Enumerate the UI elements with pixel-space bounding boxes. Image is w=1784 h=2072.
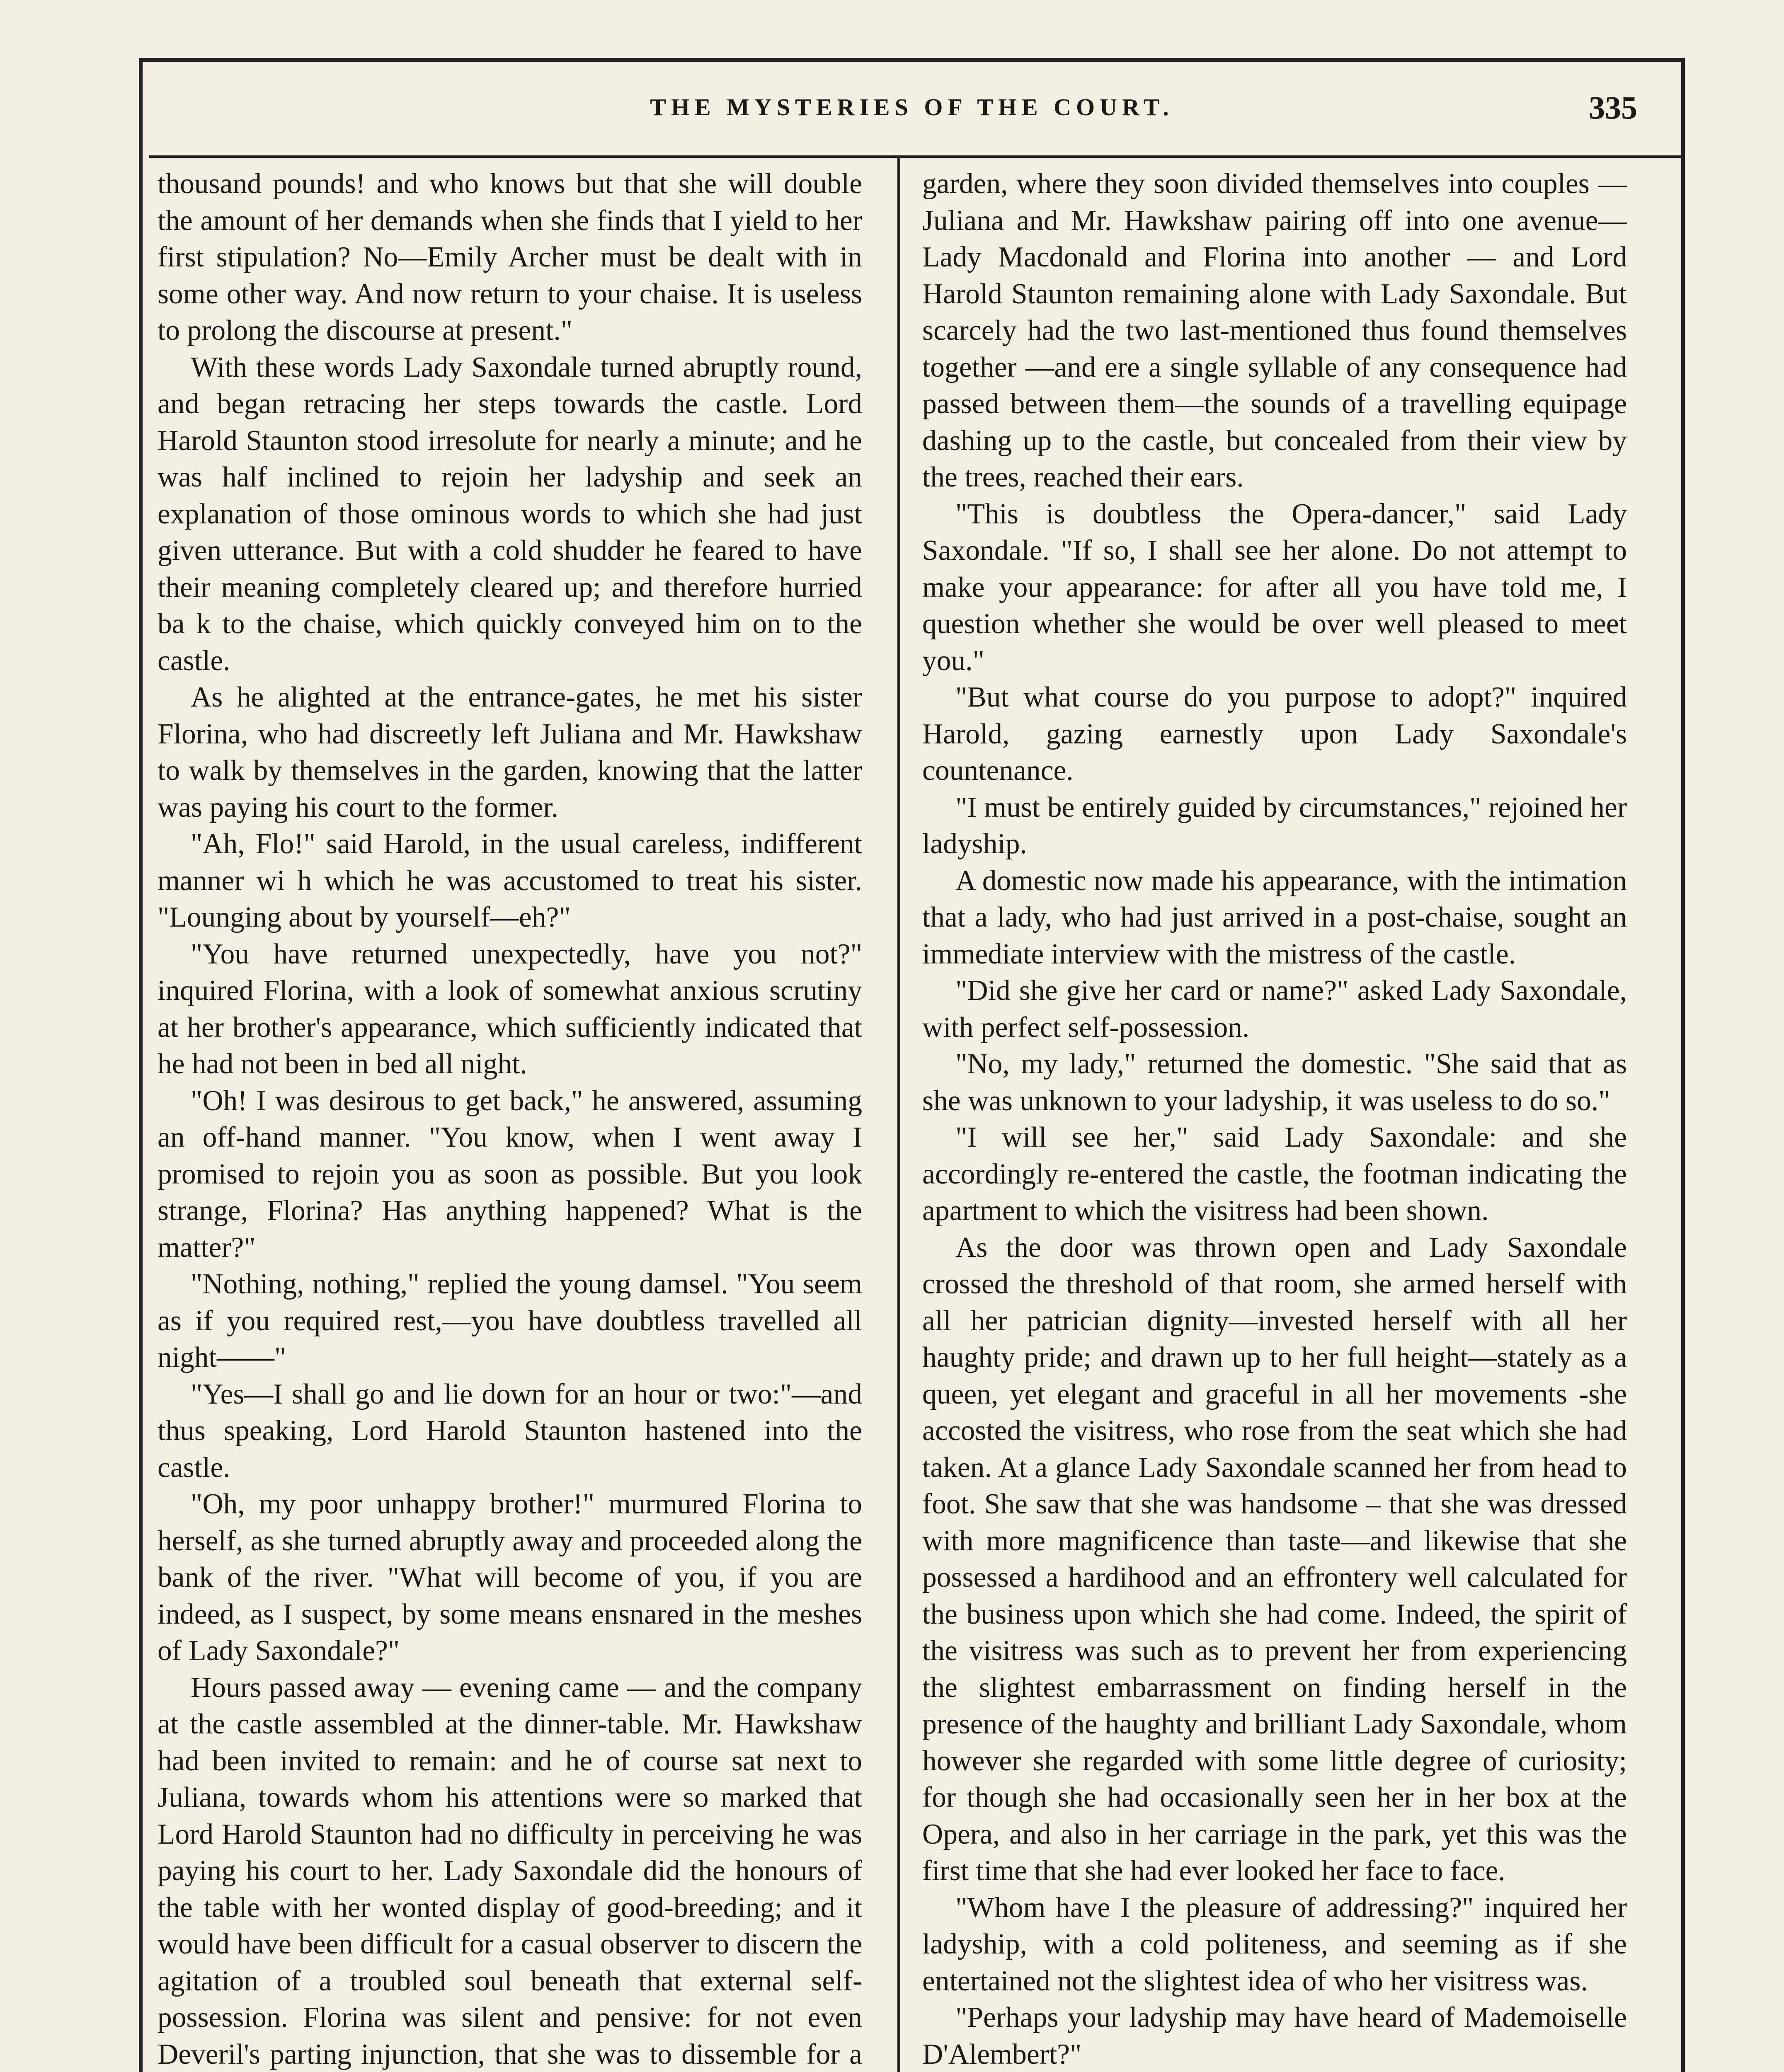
paragraph: thousand pounds! and who knows but that she will double the amount of her demands when she finds that I yield to her first stipulation? No—Emily Archer must be dealt with in some other way. And now return to your chaise. It is useless to prolong the discourse at present." xyxy=(158,168,862,346)
paragraph: "Nothing, nothing," replied the young damsel. "You seem as if you required rest,—you have doubtless travelled all night——" xyxy=(158,1268,862,1373)
paragraph: "Oh! I was desirous to get back," he answered, assuming an off-hand manner. "You know, when I went away I promised to rejoin you as soon as possible. But you look strange, Florina? Has anything happened? What is the matter?" xyxy=(158,1084,862,1264)
paragraph: As he alighted at the entrance-gates, he met his sister Florina, who had discreetly left Juliana and Mr. Hawkshaw to walk by themselves in the garden, knowing that the latter was paying his court to the former. xyxy=(158,681,862,823)
paragraph: "I must be entirely guided by circumstances," rejoined her ladyship. xyxy=(922,791,1627,860)
right-column xyxy=(922,166,1627,2072)
page-header xyxy=(141,90,1683,147)
paragraph: "No, my lady," returned the domestic. "She said that as she was unknown to your ladyship, it was useless to do so." xyxy=(922,1048,1627,1117)
paragraph: "Did she give her card or name?" asked Lady Saxondale, with perfect self-possession. xyxy=(922,975,1627,1043)
paragraph: "I will see her," said Lady Saxondale: and she accordingly re-entered the castle, the footman indicating the apartment to which the visitress had been shown. xyxy=(922,1121,1627,1227)
paragraph: "Perhaps your ladyship may have heard of Mademoiselle D'Alembert?" xyxy=(922,2002,1627,2070)
paragraph: "This is doubtless the Opera-dancer," said Lady Saxondale. "If so, I shall see her alone. Do not attempt to make your appearance: for after all you have told me, I question whether she would be over well pleased to meet you." xyxy=(922,498,1627,677)
paragraph: garden, where they soon divided themselves into couples — Juliana and Mr. Hawkshaw pairing off into one avenue—Lady Macdonald and Florina into another — and Lord Harold Staunton remaining alone with Lady Saxondale. But scarcely had the two last-mentioned thus found themselves together —and ere a single syllable of any consequence had passed between them—the sounds of a travelling equipage dashing up to the castle, but concealed from their view by the trees, reached their ears. xyxy=(922,168,1627,493)
paragraph: With these words Lady Saxondale turned abruptly round, and began retracing her steps towards the castle. Lord Harold Staunton stood irresolute for nearly a minute; and he was half inclined to rejoin her ladyship and seek an explanation of those ominous words to which she had just given utterance. But with a cold shudder he feared to have their meaning completely cleared up; and therefore hurried ba k to the chaise, which quickly conveyed him on to the castle. xyxy=(158,351,862,677)
page-number: 335 xyxy=(1589,90,1637,126)
paragraph: "But what course do you purpose to adopt?" inquired Harold, gazing earnestly upon Lady Saxondale's countenance. xyxy=(922,681,1627,787)
paragraph: A domestic now made his appearance, with the intimation that a lady, who had just arrived in a post-chaise, sought an immediate interview with the mistress of the castle. xyxy=(922,864,1627,970)
paragraph: Hours passed away — evening came — and the company at the castle assembled at the dinner-table. Mr. Hawkshaw had been invited to remain: and he of course sat next to Juliana, towards whom his attentions were so marked that Lord Harold Staunton had no difficulty in perceiving he was paying his court to her. Lady Saxondale did the honours of the table with her wonted display of good-breeding; and it would have been difficult for a casual observer to discern the agitation of a troubled soul beneath that external self-possession. Florina was silent and pensive: for not even Deveril's parting injunction, that she was to dissemble for a xyxy=(158,1671,862,2070)
paragraph: As the door was thrown open and Lady Saxondale crossed the threshold of that room, she armed herself with all her patrician dignity—invested herself with all her haughty pride; and drawn up to her full height—stately as a queen, yet elegant and graceful in all her movements -she accosted the visitress, who rose from the seat which she had taken. At a glance Lady Saxondale scanned her from head to foot. She saw that she was handsome – that she was dressed with more magnificence than taste—and likewise that she possessed a hardihood and an effrontery well calculated for the business upon which she had come. Indeed, the spirit of the visitress was such as to prevent her from experiencing the slightest embarrassment on finding herself in the presence of the haughty and brilliant Lady Saxondale, whom however she regarded with some little degree of curiosity; for though she had occasionally seen her in her box at the Opera, and also in her carriage in the park, yet this was the first time that she had ever looked her face to face. xyxy=(922,1231,1627,1887)
column-divider xyxy=(897,157,900,2072)
header-rule xyxy=(149,155,1683,158)
running-title: THE MYSTERIES OF THE COURT. xyxy=(650,94,1174,121)
paragraph: "Ah, Flo!" said Harold, in the usual careless, indifferent manner wi h which he was accustomed to treat his sister. "Lounging about by yourself—eh?" xyxy=(158,828,862,933)
paragraph: "Oh, my poor unhappy brother!" murmured Florina to herself, as she turned abruptly away and proceeded along the bank of the river. "What will become of you, if you are indeed, as I suspect, by some means ensnared in the meshes of Lady Saxondale?" xyxy=(158,1488,862,1667)
left-column xyxy=(158,166,862,2072)
paragraph: "Whom have I the pleasure of addressing?" inquired her ladyship, with a cold politeness, and seeming as if she entertained not the slightest idea of who her visitress was. xyxy=(922,1891,1627,1997)
paragraph: "Yes—I shall go and lie down for an hour or two:"—and thus speaking, Lord Harold Staunton hastened into the castle. xyxy=(158,1378,862,1484)
paragraph: "You have returned unexpectedly, have you not?" inquired Florina, with a look of somewhat anxious scrutiny at her brother's appearance, which sufficiently indicated that he had not been in bed all night. xyxy=(158,938,862,1080)
